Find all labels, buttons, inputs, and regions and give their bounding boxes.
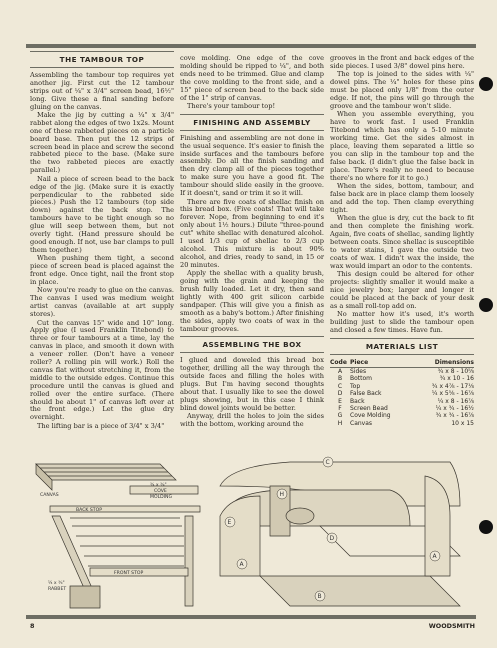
callout-h: H <box>279 491 285 498</box>
cell-code: G <box>337 412 343 420</box>
table-row <box>330 390 474 397</box>
page-number: 8 <box>30 622 35 630</box>
paragraph: This design could be altered for other projects: slightly smaller it would make a nice jewelry box; larger and longer it could be placed at the back of your desk as a small roll-top add on. <box>330 269 474 310</box>
cell-code: A <box>337 368 343 376</box>
paragraph: cove molding. One edge of the cove molding should be ripped to ¼", and both ends need to be trimmed. Glue and clamp the cove molding to the front side, and a 15" piece of screen bead to the back side of the 1" strip of canvas. <box>180 54 324 102</box>
paragraph: When pushing them tight, a second piece of screen bead is placed against the front edge. Once tight, nail the front stop in place. <box>30 254 174 286</box>
cell-dimensions: ¾ x 10 - 16 <box>439 375 474 383</box>
callout-a-right: A <box>432 553 437 560</box>
cell-code: H <box>337 419 343 427</box>
table-row <box>330 368 474 376</box>
cell-piece: Canvas <box>350 419 373 427</box>
table-header-row <box>330 359 474 368</box>
heading-assembling: ASSEMBLING THE BOX <box>180 336 324 353</box>
materials-table <box>330 359 474 428</box>
callout-a-left: A <box>239 561 244 568</box>
cell-dimensions: ¾ x 4⅞ - 17⅛ <box>431 382 474 390</box>
cell-piece: Screen Bead <box>350 405 388 413</box>
paragraph: The lifting bar is a piece of 3/4" x 3/4" <box>37 421 165 430</box>
paragraph: Apply the shellac with a quality brush, going with the grain and keeping the brush fully loaded. Let it dry, then sand lightly with 400 grit silicon carbide sandpaper. (This will give you a finish as smooth as a baby's bottom.) After finishing the sides, apply two coats of wax in the tambour grooves. <box>180 269 324 333</box>
paragraph: When the sides, bottom, tambour, and false back are in place clamp them loosely and add the top. Then clamp everything tight. <box>330 182 474 214</box>
cell-code: D <box>337 390 343 398</box>
column-3 <box>330 55 474 427</box>
paragraph: grooves in the front and back edges of the side pieces. I used 3/8" dowel pins here. <box>330 54 474 70</box>
label-cove-size: ¾ x ¾" <box>150 483 167 488</box>
label-canvas: CANVAS <box>40 493 59 498</box>
paragraph: I glued and doweled this bread box together, drilling all the way through the outside faces and filling the holes with plugs. But I'm having second thoughts about that. I usually like to see the dowel plugs showing, but in this case I think blind dowel joints would be better. <box>180 356 324 412</box>
cell-piece: False Back <box>350 390 382 398</box>
paragraph: Cut the canvas 15" wide and 10" long. Apply glue (I used Franklin Titebond) to three or four tambours at a time, lay the canvas in place, and smooth it down with a veneer roller. (Don't have a veneer roller? A rolling pin will work.) Roll the canvas flat without stretching it, from the middle to the outside edges. Continue this procedure until the canvas is glued and rolled over the entire surface. (There should be about 1" of canvas left over at the front edge.) Let the glue dry overnight. <box>30 318 174 422</box>
table-row <box>330 405 474 412</box>
table-row <box>330 375 474 382</box>
cell-dimensions: ¼ x ¾ - 16½ <box>435 405 474 413</box>
hole-punch-middle <box>479 298 493 312</box>
cell-dimensions: ¾ x 8 - 10⅝ <box>437 368 474 376</box>
cell-dimensions: ¾ x ¾ - 16⅞ <box>435 412 474 420</box>
label-back-stop: BACK STOP <box>76 508 103 513</box>
cell-piece: Sides <box>350 368 367 376</box>
cell-code: C <box>337 382 343 390</box>
table-row <box>330 383 474 390</box>
cell-code: E <box>338 397 342 405</box>
paragraph: When you assemble everything, you have to work fast. I used Franklin Titebond which has only a 5-10 minute working time. Get the sides almost in place, leaving them separated a little so you can slip in the tambour top and the false back. (I didn't glue the false back in place. There's really no need to because there's no where for it to go.) <box>330 110 474 182</box>
label-molding: MOLDING <box>150 495 173 500</box>
callout-e: E <box>227 519 232 526</box>
magazine-name: WOODSMITH <box>428 622 475 630</box>
table-row <box>330 398 474 405</box>
bread-box-drawing <box>220 462 460 606</box>
hole-punch-bottom <box>479 520 493 534</box>
paragraph: The top is joined to the sides with ¼" dowel pins. The ¼" holes for these pins must be placed only 1/8" from the outer edge. If not, the pins will go through the groove and the tambour won't slide. <box>330 70 474 110</box>
paragraph: No matter how it's used, it's worth building just to slide the tambour open and closed a few times. Have fun. <box>330 310 474 334</box>
cell-piece: Top <box>350 382 361 390</box>
label-rabbet: RABBET <box>48 587 67 592</box>
column-1 <box>30 48 174 431</box>
heading-tambour-top: THE TAMBOUR TOP <box>30 51 174 68</box>
cell-dimensions: 10 x 15 <box>451 419 474 427</box>
assembly-illustration <box>30 456 472 616</box>
cell-code: F <box>338 405 342 413</box>
table-row <box>330 420 474 427</box>
label-cove: COVE <box>154 489 167 494</box>
paragraph: There's your tambour top! <box>187 101 276 110</box>
heading-materials-list: MATERIALS LIST <box>330 338 474 355</box>
callout-c: C <box>325 459 330 466</box>
paragraph: Assembling the tambour top requires yet another jig. First cut the 12 tambour strips out of ¼" x 3/4" screen bead, 16½" long. Give these a final sanding before gluing on the canvas. <box>30 70 174 111</box>
cell-dimensions: ¼ x 8 - 16⅞ <box>437 397 474 405</box>
column-header-dimensions: Dimensions <box>411 359 474 368</box>
cell-piece: Back <box>350 397 365 405</box>
cell-code: B <box>337 375 343 383</box>
column-header-piece: Piece <box>350 359 411 368</box>
column-header-code: Code <box>330 359 350 368</box>
paragraph: Now you're ready to glue on the canvas. The canvas I used was medium weight artist canvas (available at art supply stores). <box>30 286 174 319</box>
paragraph: There are five coats of shellac finish on this bread box. (Five coats! That will take forever. Nope, from beginning to end it's only about 1½ hours.) Dilute "three-pound cut" white shellac with denatured alcohol. I used 1/3 cup of shellac to 2/3 cup alcohol. This mixture is about 90% alcohol, and dries, ready to sand, in 15 or 20 minutes. <box>180 197 324 269</box>
callout-b: B <box>317 593 322 600</box>
cell-dimensions: ¼ x 5⅝ - 16⅞ <box>431 390 474 398</box>
label-rabbet-size: ¼ x ¾" <box>48 581 65 586</box>
column-2 <box>180 55 324 429</box>
paragraph: Make the jig by cutting a ¼" x 3/4" rabbet along the edges of two 1x2s. Mount one of these rabbeted pieces on a particle board base. Then put the 12 strips of screen bead in place and screw the second rabbeted piece to the base. (Make sure the two rabbeted pieces are exactly parallel.) <box>30 110 174 175</box>
paragraph: Nail a piece of screen bead to the back edge of the jig. (Make sure it is exactly perpendicular to the rabbeted side pieces.) Push the 12 tambours (top side down) against the back stop. The tambours have to be tight enough so no glue will seep between them, but not overly tight. (Hand pressure should be good enough. If not, use bar clamps to pull them together.) <box>30 174 174 254</box>
callout-d: D <box>329 535 335 542</box>
cell-piece: Bottom <box>350 375 373 383</box>
paragraph: Anyway, drill the holes to join the sides with the bottom, working around the <box>180 412 324 429</box>
cell-piece: Cove Molding <box>350 412 391 420</box>
paragraph: When the glue is dry, cut the back to fit and then complete the finishing work. Again, five coats of shellac, sanding lightly between coats. Since shellac is susceptible to water stains, I gave the outside two coats of wax. I didn't wax the inside, the wax would impart an odor to the contents. <box>330 214 474 270</box>
paragraph: Finishing and assembling are not done in the usual sequence. It's easier to finish the inside surfaces and the tambours before assembly. Do all the finish sanding and then dry clamp all of the pieces together to make sure you have a good fit. The tambour should slide easily in the groove. If it doesn't, sand or trim it so it will. <box>180 133 324 198</box>
label-front-stop: FRONT STOP <box>114 571 144 576</box>
table-row <box>330 412 474 419</box>
heading-finishing: FINISHING AND ASSEMBLY <box>180 114 324 131</box>
hole-punch-top <box>479 77 493 91</box>
